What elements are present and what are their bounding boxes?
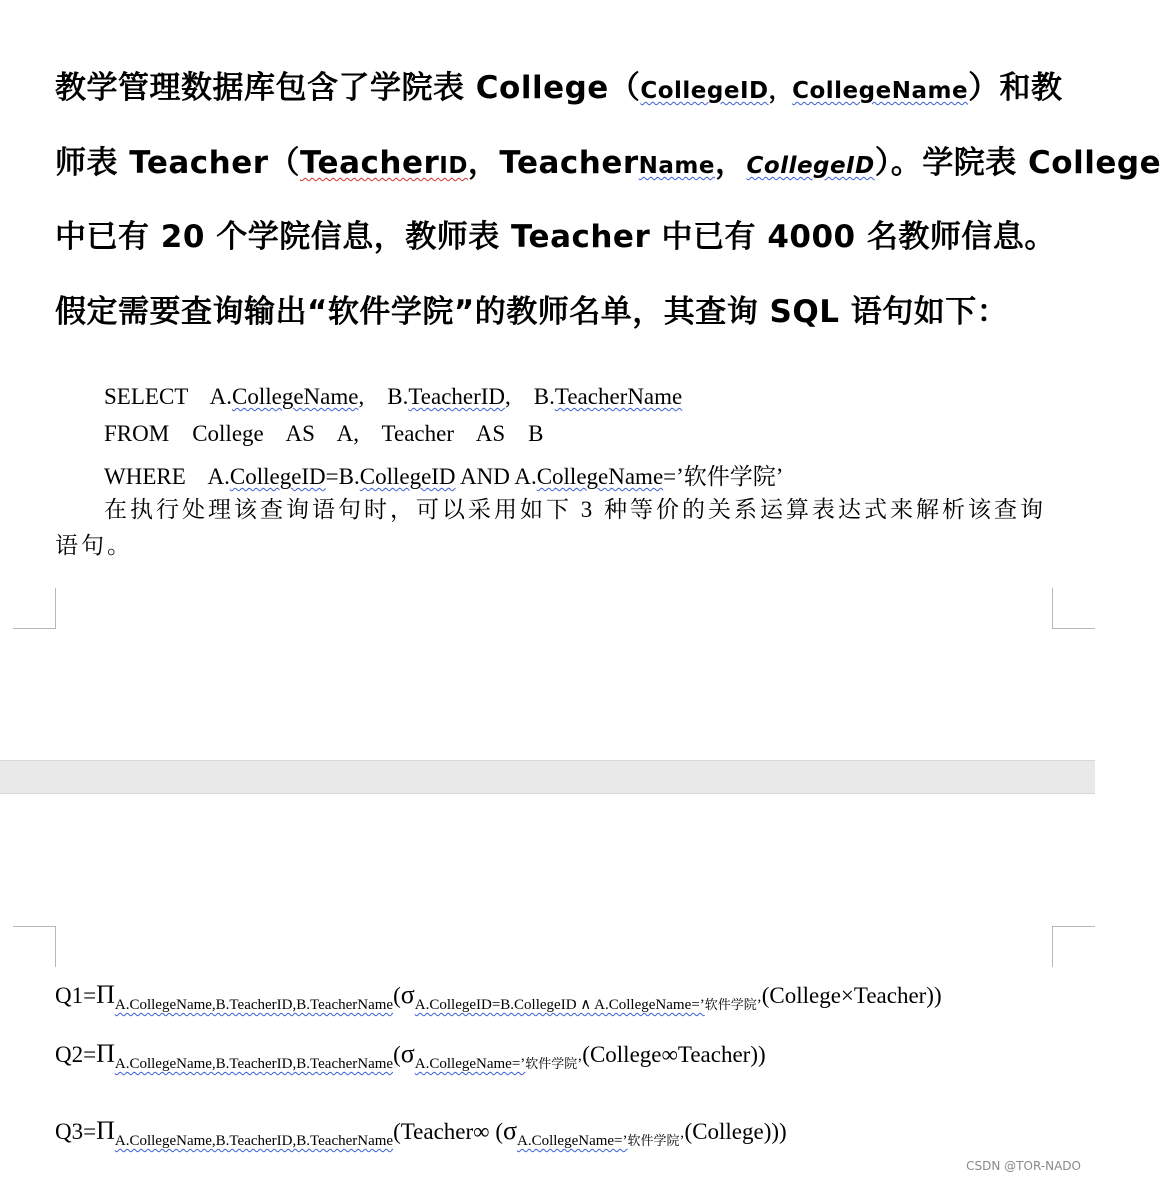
- paragraph-line-1: 教学管理数据库包含了学院表 College（CollegeID，CollegeName）和教: [55, 70, 1063, 106]
- college-name-field: CollegeName: [792, 78, 969, 104]
- crop-mark-bottom-left: [13, 588, 56, 629]
- watermark-text: CSDN @TOR-NADO: [966, 1159, 1081, 1173]
- document-page-2: [0, 794, 1095, 1181]
- query-q2: $Q2=\Pi_{A.CollegeName,B.TeacherID,B.TeacherName}(\sigma_{A.CollegeName=’软件学院’}(College\infty Teacher))$: [55, 1039, 766, 1072]
- teacher-name-field: TeacherName: [499, 145, 715, 181]
- crop-mark-top-right: [1052, 926, 1095, 967]
- paragraph-line-3: 中已有 20 个学院信息，教师表 Teacher 中已有 4000 名教师信息。: [55, 219, 1056, 255]
- selection-symbol: σ: [400, 1039, 415, 1068]
- selection-symbol: σ: [502, 1116, 517, 1145]
- projection-symbol: Π: [96, 980, 115, 1009]
- projection-symbol: Π: [96, 1039, 115, 1068]
- college-id-field: CollegeID: [640, 78, 769, 104]
- paragraph-line-4: 假定需要查询输出“软件学院”的教师名单，其查询 SQL 语句如下：: [55, 294, 1009, 330]
- projection-symbol: Π: [96, 1116, 115, 1145]
- teacher-college-id-field: CollegeID: [746, 153, 875, 179]
- paragraph-line-2: 师表 Teacher（TeacherID，TeacherName，CollegeID）。学院表 College: [55, 145, 1161, 181]
- explanation-text: 在执行处理该查询语句时，可以采用如下 3 种等价的关系运算表达式来解析该查询语句。: [55, 497, 1046, 558]
- teacher-id-field: TeacherID: [300, 145, 468, 181]
- sql-where-line: WHERE A.CollegeID=B.CollegeID AND A.CollegeName=’软件学院’: [104, 464, 784, 489]
- query-q3: $Q3=\Pi_{A.CollegeName,B.TeacherID,B.TeacherName}(Teacher\infty$ $(\sigma_{A.CollegeName=’软件学院’}(College))$): [55, 1116, 787, 1149]
- query-q1: $Q1=\Pi_{A.CollegeName,B.TeacherID,B.TeacherName}(\sigma_{A.CollegeID=B.CollegeID \wedge A.CollegeName=’软件学院’}(College\times Teacher))$: [55, 980, 942, 1013]
- crop-mark-bottom-right: [1052, 588, 1095, 629]
- sql-select-line: SELECT A.CollegeName, B.TeacherID, B.TeacherName: [104, 384, 683, 409]
- crop-mark-top-left: [13, 926, 56, 967]
- page-break-gap: [0, 760, 1095, 794]
- selection-symbol: σ: [400, 980, 415, 1009]
- sql-from-line: FROM College AS A, Teacher AS B: [104, 421, 544, 446]
